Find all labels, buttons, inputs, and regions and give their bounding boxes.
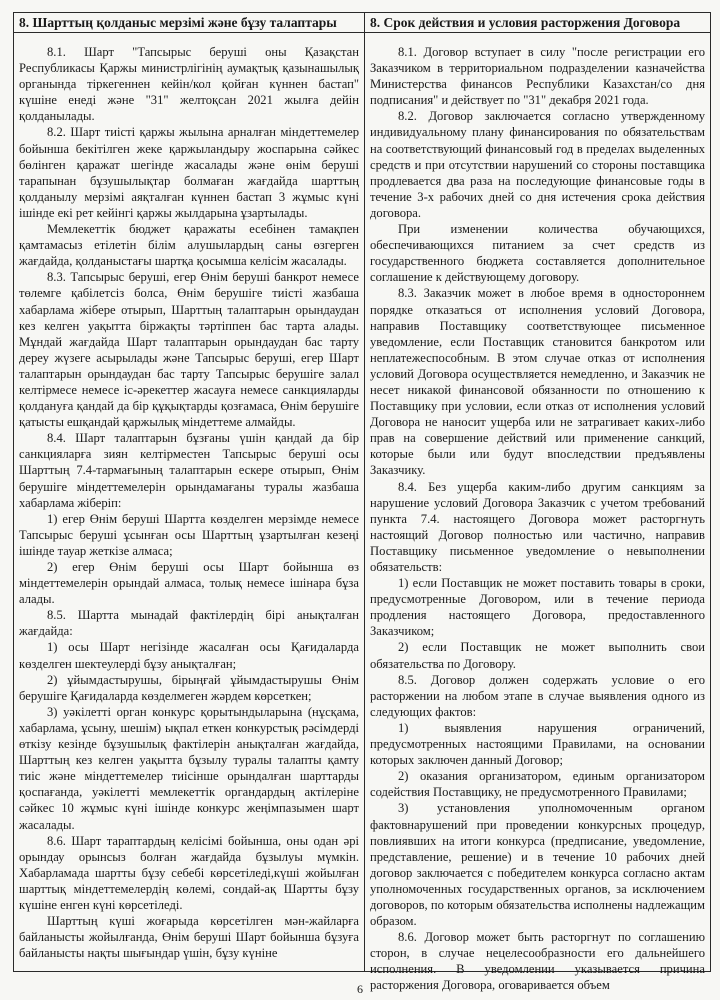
russian-column xyxy=(365,33,711,993)
russian-paragraph: 8.6. Договор может быть расторгнут по соглашению сторон, в случае нецелесообразности его дальнейшего исполнения. В уведомлении указывается причина расторжения Договора, оговаривается объем xyxy=(370,930,705,993)
russian-paragraph: 8.1. Договор вступает в силу "после регистрации его Заказчиком в территориальном подразделении казначейства Министерства финансов Республики Казахстан/со дня подписания" и действует по "31" декабря 2021 года. xyxy=(370,45,705,108)
russian-paragraph: 2) оказания организатором, единым организатором содействия Поставщику, не предусмотренного Правилами; xyxy=(370,769,705,800)
russian-paragraph: 8.4. Без ущерба каким-либо другим санкциям за нарушение условий Договора Заказчик с учетом требований пункта 7.4. настоящего Договора может расторгнуть настоящий Договор полностью или частично, направив Поставщику письменное уведомление о невыполнении обязательств: xyxy=(370,479,705,574)
kazakh-paragraph: 8.2. Шарт тиісті қаржы жылына арналған міндеттемелер бойынша бекітілген жеке қаржыландыру жоспарына сәйкес бөлінген қаражат шегінде жасалады және өнім беруші тарапынан бұзушылықтар болмаған жағдайда шарттың қолданылу мерзімі аяқталған күннен бастап 3 жұмыс күні ішінде екі рет кейінгі қаржы жылдарына ұзартылады. xyxy=(19,125,359,220)
page-number: 6 xyxy=(357,982,363,996)
kazakh-paragraph: 1) егер Өнім беруші Шартта көзделген мерзімде немесе Тапсырыс беруші ұсынған осы Шарттың ұзартылған кезеңі ішінде тауар жеткізе алмаса; xyxy=(19,511,359,558)
kazakh-paragraph: 8.4. Шарт талаптарын бұзғаны үшін қандай да бір санкцияларға зиян келтірместен Тапсырыс беруші осы Шарттың 7.4-тармағының талаптарын ескере отырып, Өнім берушіге міндеттемелерін орындамағаны туралы жазбаша хабарлама жіберіп: xyxy=(19,431,359,510)
russian-paragraph: 3) установления уполномоченным органом фактовнарушений при проведении конкурсных процедур, повлиявших на итоги конкурса (предписание, уведомление, представление, решение) и в течение 10 рабочих дней договор заключается с победителем конкурса согласно актам уполномоченных государственных органов, за исключением договоров, по которым обязательства исполнены надлежащим образом. xyxy=(370,801,705,929)
kazakh-paragraph: 8.1. Шарт "Тапсырыс беруші оны Қазақстан Республикасы Қаржы министрлігінің аумақтық қазынашылық органында тіркегеннен кейін/кол қойған күннен бастап" күшіне енеді және "31" желтоқсан 2021 жылға дейін қолданылады. xyxy=(19,45,359,124)
russian-heading: 8. Срок действия и условия расторжения Договора xyxy=(365,13,711,33)
russian-paragraph: 1) выявления нарушения ограничений, предусмотренных настоящими Правилами, на основании которых заключен данный Договор; xyxy=(370,720,705,768)
kazakh-paragraph: 1) осы Шарт негізінде жасалған осы Қағидаларда көзделген шектеулерді бұзу анықталған; xyxy=(19,640,359,671)
kazakh-body xyxy=(19,44,359,971)
russian-paragraph: 2) если Поставщик не может выполнить свои обязательства по Договору. xyxy=(370,640,705,671)
kazakh-paragraph: 3) уәкілетті орган конкурс қорытындыларына (нұсқама, хабарлама, ұсыну, шешім) ықпал еткен конкурстық рәсімдерді өткізу кезінде бұзушылық фактілерін анықталған жағдайда, Шарттың кез келген уақытта бұзылу туралы талапты қамту тиіс және міндеттемелер тиісінше орындалған шарттарды қоспағанда, уәкілетті мемлекеттік органдардың актілеріне сәйкес 10 жұмыс күні ішінде конкурс жеңімпазымен шарт жасалады. xyxy=(19,704,359,832)
kazakh-paragraph: Мемлекеттік бюджет қаражаты есебінен тамақпен қамтамасыз етілетін білім алушылардың саны өзгерген жағдайда, қолданыстағы шартқа қосымша келісім жасалады. xyxy=(19,222,359,269)
kazakh-paragraph: 2) егер Өнім беруші осы Шарт бойынша өз міндеттемелерін орындай алмаса, толық немесе ішінара бұза алады. xyxy=(19,560,359,607)
bilingual-table xyxy=(13,12,711,993)
russian-paragraph: 1) если Поставщик не может поставить товары в сроки, предусмотренные Договором, или в течение периода продления настоящего Договора, предоставленного Заказчиком; xyxy=(370,576,705,639)
kazakh-column xyxy=(14,33,365,972)
kazakh-paragraph: 8.5. Шартта мынадай фактілердің бірі анықталған жағдайда: xyxy=(19,608,359,639)
kazakh-paragraph: 8.3. Тапсырыс беруші, егер Өнім беруші банкрот немесе төлемге қабілетсіз болса, Өнім берушіге тиісті жазбаша хабарлама жібере отырып, Шарттың талаптарын орындаудан кез келген уақытта біржақты тәртіппен бас тарта алады. Мұндай жағдайда Шарт талаптарын орындаудан бас тарту дереу жүзеге асырылады және Тапсырыс беруші, егер Шарт талаптарын орындаудан бас тарту Тапсырыс берушіге залал келтірмесе немесе іс-әрекеттер жасауға немесе санкцияларды қолдануға қандай да бір құқықтарды қозғамаса, Өнім берушіге қатысты ешқандай қаржылық міндеттеме алмайды. xyxy=(19,270,359,430)
russian-paragraph: При изменении количества обучающихся, обеспечивающихся питанием за счет средств из государственного бюджета составляется дополнительное соглашение к действующему договору. xyxy=(370,222,705,285)
kazakh-paragraph: Шарттың күші жоғарыда көрсетілген мән-жайларға байланысты жойылғанда, Өнім беруші Шарт бойынша бұзуға байланысты нақты шығындар үшін, бұзу күніне xyxy=(19,914,359,961)
document-page xyxy=(13,12,710,993)
kazakh-paragraph: 8.6. Шарт тараптардың келісімі бойынша, оны одан әрі орындау орынсыз болған жағдайда бұзылуы мүмкін. Хабарламада шартты бұзу себебі көрсетіледі,күші жойылған шарттық міндеттемелердің көлемі, сондай-ақ Шартты бұзу күшіне енген күні көрсетіледі. xyxy=(19,833,359,912)
kazakh-heading: 8. Шарттың қолданыс мерзімі және бұзу талаптары xyxy=(14,13,365,33)
russian-paragraph: 8.3. Заказчик может в любое время в одностороннем порядке отказаться от исполнения условий Договора, направив Поставщику соответствующее письменное уведомление, если Поставщик становится банкротом или неплатежеспособным. В этом случае отказ от исполнения условий Договора осуществляется немедленно, и Заказчик не несет никакой финансовой обязанности по отношению к Поставщику при условии, если отказ от исполнения условий Договора не наносит ущерба или не затрагивает каких-либо прав на совершение действий или применение санкций, которые были или будут впоследствии предъявлены Заказчику. xyxy=(370,286,705,478)
russian-body xyxy=(370,44,705,993)
russian-paragraph: 8.5. Договор должен содержать условие о его расторжении на любом этапе в случае выявления одного из следующих фактов: xyxy=(370,672,705,719)
kazakh-paragraph: 2) ұйымдастырушы, бірыңғай ұйымдастырушы Өнім берушіге Қағидаларда көзделмеген жәрдем көрсеткен; xyxy=(19,672,359,703)
russian-paragraph: 8.2. Договор заключается согласно утвержденному индивидуальному плану финансирования по обязательствам на соответствующий финансовый год в пределах выделенных средств и при отсутствии нарушений со стороны поставщика продлевается два раза на последующие финансовые годы в течение 3-х рабочих дней со дня истечения срока действия договора. xyxy=(370,109,705,220)
